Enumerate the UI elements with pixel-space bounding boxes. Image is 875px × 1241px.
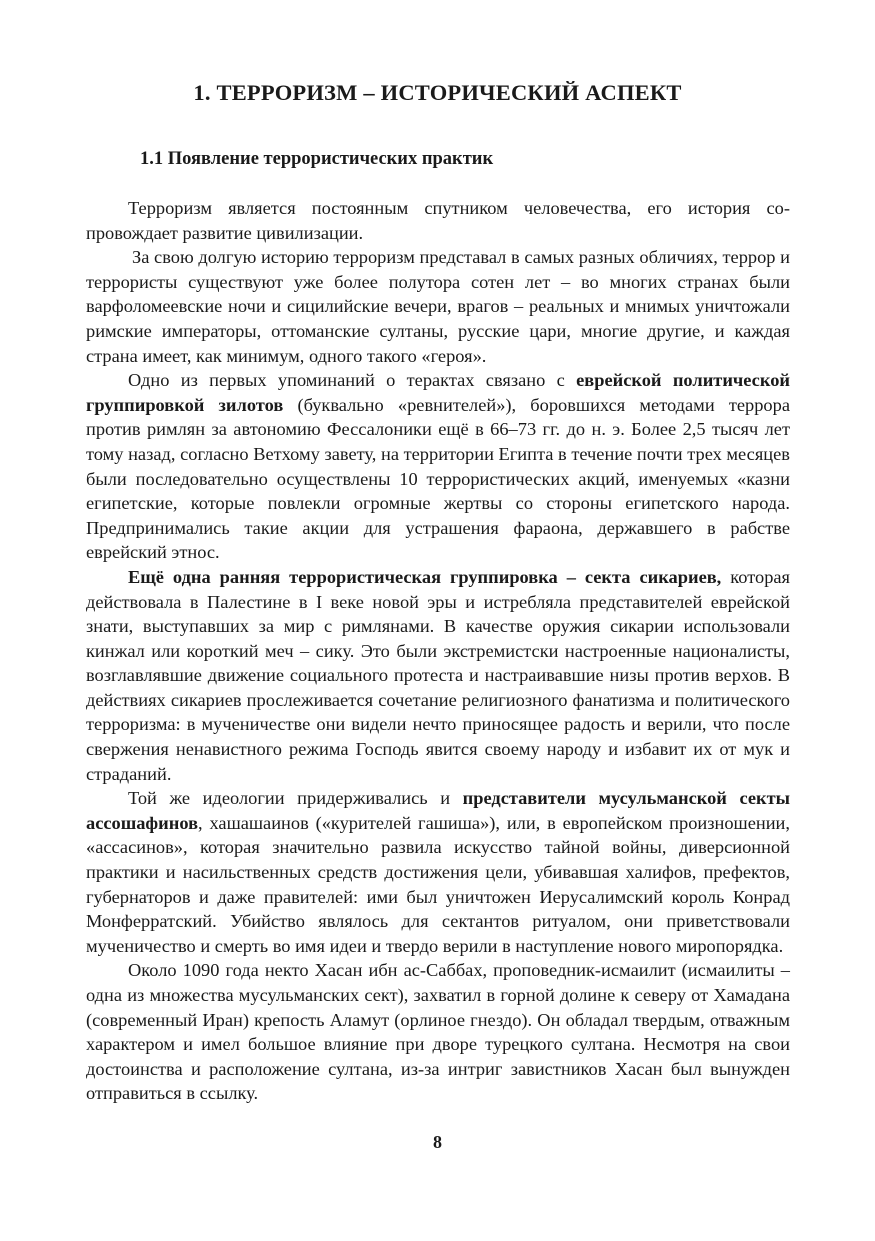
paragraph-5 <box>86 786 790 958</box>
paragraph-4-emphasis: Ещё одна ранняя террористическая группировка – секта сикариев, <box>128 566 722 587</box>
paragraph-5-rest: , хашашаинов («курителей гашиша»), или, в европейском произношении, «ассасинов», которая значительно развила искусство тайной войны, диверсионной практики и насильственных средств достижения цели, убивавшая халифов, префектов, губернаторов и даже правителей: ими был уничтожен Иерусалимский король Конрад Монферратский. Убийство являлось для сектантов ритуалом, они приветствовали мученичество и смерть во имя идеи и твердо верили в наступление нового миропорядка. <box>86 812 790 956</box>
paragraph-3-emphasis: еврейской политической группировкой зилотов <box>86 370 790 415</box>
paragraph-5-lead: Той же идеологии придерживались и <box>128 788 463 809</box>
section-title: 1.1 Появление террористических практик <box>140 149 494 169</box>
paragraph-3-rest: (буквально «ревнителей»), боровшихся методами террора против римлян за автономию Фессалоники ещё в 66–73 гг. до н. э. Более 2,5 тысяч лет тому назад, согласно Ветхому завету, на территории Египта в течение почти трех месяцев были последовательно осуществлены 10 террористических акций, именуемых «казни египетские, которые повлекли огромные жертвы со стороны египетского народа. Предпринимались такие акции для устрашения фараона, державшего в рабстве еврейский этнос. <box>86 394 790 563</box>
paragraph-3 <box>86 368 790 565</box>
paragraph-4 <box>86 565 790 786</box>
paragraph-3-lead: Одно из первых упоминаний о терактах связано с <box>128 370 577 391</box>
paragraph-4-rest: которая действовала в Палестине в I веке новой эры и истребляла представителей еврейской знати, выступавших за мир с римлянами. В качестве оружия сикарии использовали кинжал или короткий меч – сику. Это были экстремистски настроенные националисты, возглавлявшие движение социального протеста и настраивавшие низы против верхов. В действиях сикариев прослеживается сочетание религиозного фанатизма и политического терроризма: в мученичестве они видели нечто приносящее радость и верили, что после свержения ненавистного режима Господь явится своему народу и избавит их от мук и страданий. <box>86 566 791 784</box>
paragraph-1: Терроризм является постоянным спутником человечества, его история сопровождает развитие цивилизации. <box>86 198 790 243</box>
paragraph-5-emphasis: представители мусульманской секты ассошафинов <box>86 788 790 833</box>
page-number: 8 <box>433 1132 442 1152</box>
paragraph-2: За свою долгую историю терроризм представал в самых разных обличиях, террор и террористы существуют уже более полутора сотен лет – во многих странах были варфоломеевские ночи и сицилийские вечери, врагов – реальных и мнимых уничтожали римские императоры, оттоманские султаны, русские цари, многие другие, и каждая страна имеет, как минимум, одного такого «героя». <box>86 247 790 366</box>
chapter-title: 1. ТЕРРОРИЗМ – ИСТОРИЧЕСКИЙ АСПЕКТ <box>193 80 682 105</box>
paragraph-6: Около 1090 года некто Хасан ибн ас-Саббах, проповедник-исмаилит (исмаилиты – одна из множества мусульманских сект), захватил в горной долине к северу от Хамадана (современный Иран) крепость Аламут (орлиное гнездо). Он обладал твердым, отважным характером и имел большое влияние при дворе турецкого султана. Несмотря на свои достоинства и расположение султана, из-за интриг завистников Хасан был вынужден отправиться в ссылку. <box>86 960 790 1104</box>
body-text <box>86 196 790 1106</box>
